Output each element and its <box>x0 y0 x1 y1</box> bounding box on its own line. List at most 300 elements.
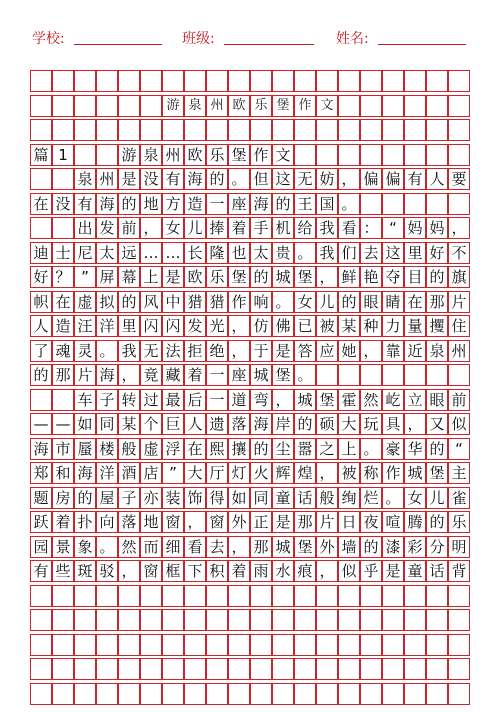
grid-cell <box>382 585 404 607</box>
grid-cell <box>228 634 250 656</box>
glyph: 太 <box>253 243 269 262</box>
glyph: ， <box>231 537 247 556</box>
grid-cell <box>272 70 294 92</box>
glyph: 辉 <box>275 464 291 482</box>
grid-cell <box>382 658 404 680</box>
grid-cell <box>52 70 74 92</box>
glyph: 但 <box>253 170 269 188</box>
grid-cell <box>140 683 162 705</box>
glyph: 弯 <box>253 390 269 409</box>
grid-cell <box>74 119 96 141</box>
glyph: 远 <box>121 243 137 262</box>
glyph: ， <box>121 562 137 580</box>
glyph: 积 <box>209 562 225 580</box>
glyph: 火 <box>253 464 269 482</box>
glyph: 。 <box>99 341 115 360</box>
grid-cell <box>360 658 382 680</box>
name-label: 姓名: <box>336 31 369 47</box>
grid-cell <box>294 683 316 705</box>
grid-cell <box>316 119 338 141</box>
glyph: 上 <box>143 268 159 286</box>
grid-paper <box>30 70 470 710</box>
grid-cell <box>250 585 272 607</box>
grid-cell <box>184 585 206 607</box>
grid-cell <box>404 683 426 705</box>
glyph: 竟 <box>143 366 159 384</box>
grid-cell <box>96 119 118 141</box>
grid-cell <box>448 658 470 680</box>
glyph: 然 <box>121 537 137 556</box>
glyph: 玩 <box>363 415 379 433</box>
glyph: 饰 <box>187 488 203 507</box>
grid-cell <box>228 119 250 141</box>
grid-cell <box>162 119 184 141</box>
grid-cell <box>30 658 52 680</box>
glyph: 我 <box>319 219 335 237</box>
grid-cell <box>118 634 140 656</box>
grid-cell <box>228 658 250 680</box>
glyph: 的 <box>33 366 49 384</box>
glyph: 堡 <box>275 366 291 384</box>
glyph: ， <box>187 513 203 531</box>
glyph: 幕 <box>121 268 137 286</box>
grid-cell <box>162 585 184 607</box>
glyph: 造 <box>187 194 203 213</box>
glyph: ” <box>169 464 177 482</box>
glyph: 偏 <box>363 170 379 188</box>
glyph: 好 <box>429 243 445 262</box>
glyph: 立 <box>407 390 423 409</box>
glyph: 子 <box>121 488 137 507</box>
glyph: 量 <box>407 317 423 335</box>
glyph: 。 <box>297 243 313 262</box>
grid-cell <box>272 609 294 631</box>
grid-cell <box>118 609 140 631</box>
glyph: 女 <box>407 488 423 507</box>
grid-cell <box>206 634 228 656</box>
grid-cell <box>426 683 448 705</box>
grid-cell <box>250 658 272 680</box>
grid-row <box>30 95 470 117</box>
glyph: 里 <box>121 317 137 335</box>
glyph: 不 <box>451 243 467 262</box>
grid-row <box>30 462 470 484</box>
glyph: 是 <box>275 341 291 360</box>
glyph: 泉 <box>77 170 93 188</box>
glyph: 楼 <box>99 439 115 458</box>
glyph: 无 <box>297 170 313 188</box>
grid-cell <box>404 585 426 607</box>
glyph: 屋 <box>99 488 115 507</box>
grid-row <box>30 340 470 362</box>
grid-cell <box>382 70 404 92</box>
grid-cell <box>184 634 206 656</box>
grid-cell <box>74 585 96 607</box>
glyph: 虚 <box>143 439 159 458</box>
glyph: 话 <box>297 488 313 507</box>
glyph: 女 <box>297 292 313 311</box>
glyph: 篇 <box>33 145 49 164</box>
grid-cell <box>294 70 316 92</box>
glyph: 堡 <box>297 537 313 556</box>
glyph: 童 <box>407 562 423 580</box>
glyph: 作 <box>385 464 401 482</box>
grid-cell <box>294 634 316 656</box>
glyph: 酒 <box>121 464 137 482</box>
glyph: 的 <box>253 268 269 286</box>
glyph: 象 <box>77 537 93 556</box>
grid-row <box>30 438 470 460</box>
glyph: 而 <box>143 537 159 556</box>
glyph: 子 <box>99 390 115 409</box>
grid-row <box>30 511 470 533</box>
glyph: 城 <box>275 268 291 286</box>
glyph: 眼 <box>429 390 445 409</box>
glyph: 堡 <box>297 268 313 286</box>
glyph: 着 <box>231 562 247 580</box>
glyph: ？ <box>55 268 71 286</box>
glyph: 太 <box>99 243 115 262</box>
glyph: 同 <box>253 488 269 507</box>
glyph: 外 <box>231 513 247 531</box>
glyph: 灵 <box>77 341 93 360</box>
glyph: 似 <box>341 562 357 580</box>
glyph: 蜃 <box>77 439 93 458</box>
grid-cell <box>250 119 272 141</box>
glyph: 称 <box>363 464 379 482</box>
grid-cell <box>272 634 294 656</box>
glyph: 泉 <box>429 341 445 360</box>
grid-cell <box>52 634 74 656</box>
glyph: 妈 <box>407 219 423 237</box>
glyph: 着 <box>187 366 203 384</box>
grid-cell <box>426 70 448 92</box>
glyph: 攘 <box>231 439 247 458</box>
glyph: 硕 <box>319 415 335 433</box>
grid-cell <box>338 119 360 141</box>
grid-cell <box>360 634 382 656</box>
glyph: 又 <box>429 415 445 433</box>
glyph: 个 <box>143 415 159 433</box>
glyph: 欧 <box>187 145 203 164</box>
glyph: 斑 <box>77 562 93 580</box>
grid-cell <box>184 683 206 705</box>
grid-cell <box>52 119 74 141</box>
glyph: 道 <box>231 390 247 409</box>
school-blank <box>74 44 162 45</box>
glyph: 腾 <box>407 513 423 531</box>
glyph: 闪 <box>165 317 181 335</box>
grid-cell <box>338 70 360 92</box>
glyph: 框 <box>165 562 181 580</box>
grid-cell <box>360 119 382 141</box>
grid-row <box>30 536 470 558</box>
glyph: ， <box>319 464 335 482</box>
grid-cell <box>162 609 184 631</box>
glyph: 题 <box>33 488 49 507</box>
grid-cell <box>206 658 228 680</box>
glyph: 于 <box>253 341 269 360</box>
glyph: 海 <box>33 439 49 458</box>
glyph: 虚 <box>77 292 93 311</box>
glyph: 种 <box>363 317 379 335</box>
glyph: 亦 <box>143 488 159 507</box>
glyph: “ <box>389 219 397 237</box>
glyph: 的 <box>297 415 313 433</box>
glyph: 艳 <box>363 268 379 286</box>
glyph: 乐 <box>209 268 225 286</box>
glyph: 答 <box>297 341 313 360</box>
glyph: 没 <box>143 170 159 188</box>
glyph: 乐 <box>209 145 225 164</box>
grid-cell <box>140 119 162 141</box>
grid-row <box>30 168 470 190</box>
glyph: 作 <box>298 97 312 113</box>
glyph: 某 <box>341 317 357 335</box>
grid-cell <box>206 70 228 92</box>
grid-row <box>30 119 470 141</box>
glyph: 闪 <box>143 317 159 335</box>
glyph: 海 <box>187 170 203 188</box>
glyph: 偏 <box>385 170 401 188</box>
glyph: 霍 <box>341 390 357 409</box>
glyph: 方 <box>165 194 181 213</box>
glyph: 1 <box>58 145 68 164</box>
glyph: 在 <box>187 439 203 458</box>
glyph: 也 <box>231 243 247 262</box>
glyph: 猎 <box>209 292 225 311</box>
glyph: 这 <box>275 170 291 188</box>
glyph: 绝 <box>209 341 225 360</box>
glyph: 店 <box>143 464 159 482</box>
glyph: 文 <box>275 145 291 164</box>
grid-cell <box>338 658 360 680</box>
grid-cell <box>118 585 140 607</box>
glyph: 是 <box>385 562 401 580</box>
grid-cell <box>338 634 360 656</box>
glyph: ， <box>319 268 335 286</box>
grid-cell <box>382 634 404 656</box>
glyph: 得 <box>209 488 225 507</box>
grid-row <box>30 560 470 582</box>
glyph: 岸 <box>275 415 291 433</box>
glyph: 然 <box>363 390 379 409</box>
glyph: 。 <box>275 292 291 311</box>
glyph: 隆 <box>209 243 225 262</box>
grid-cell <box>338 585 360 607</box>
grid-cell <box>426 609 448 631</box>
class-label: 班级: <box>182 31 215 47</box>
glyph: 旗 <box>451 268 467 286</box>
glyph: 妈 <box>429 219 445 237</box>
glyph: 魂 <box>55 341 71 360</box>
glyph: 景 <box>55 537 71 556</box>
grid-cell <box>426 634 448 656</box>
glyph: 们 <box>341 243 357 262</box>
glyph: 主 <box>451 464 467 482</box>
glyph: 尼 <box>77 243 93 262</box>
glyph: 大 <box>341 415 357 433</box>
glyph: 明 <box>451 537 467 556</box>
glyph: 厅 <box>209 464 225 482</box>
grid-row <box>30 634 470 656</box>
glyph: 去 <box>209 537 225 556</box>
grid-cell <box>30 70 52 92</box>
glyph: 巨 <box>165 415 181 433</box>
grid-row <box>30 70 470 92</box>
glyph: 郑 <box>33 464 49 482</box>
glyph: 法 <box>165 341 181 360</box>
glyph: 。 <box>231 170 247 188</box>
glyph: 向 <box>99 513 115 531</box>
grid-cell <box>52 609 74 631</box>
grid-cell <box>272 658 294 680</box>
grid-cell <box>118 119 140 141</box>
glyph: 出 <box>77 219 93 237</box>
glyph: 背 <box>451 562 467 580</box>
grid-cell <box>206 683 228 705</box>
glyph: 泉 <box>188 97 202 113</box>
grid-cell <box>228 585 250 607</box>
glyph: 。 <box>99 537 115 556</box>
glyph: ， <box>143 219 159 237</box>
grid-row <box>30 585 470 607</box>
glyph: 妨 <box>319 170 335 188</box>
glyph: 落 <box>231 415 247 433</box>
glyph: 。 <box>385 488 401 507</box>
glyph: ， <box>275 390 291 409</box>
glyph: 细 <box>165 537 181 556</box>
grid-cell <box>426 119 448 141</box>
glyph: 般 <box>319 488 335 507</box>
glyph: 座 <box>231 366 247 384</box>
glyph: 我 <box>319 243 335 262</box>
glyph: 后 <box>187 390 203 409</box>
glyph: 片 <box>319 513 335 531</box>
glyph: 风 <box>143 292 159 311</box>
glyph: 。 <box>341 194 357 213</box>
grid-cell <box>74 70 96 92</box>
glyph: 泉 <box>143 145 159 164</box>
glyph: 转 <box>121 390 137 409</box>
glyph: 的 <box>429 268 445 286</box>
glyph: 城 <box>253 366 269 384</box>
glyph: 海 <box>99 194 115 213</box>
glyph: 了 <box>33 341 49 360</box>
grid-cell <box>96 70 118 92</box>
grid-cell <box>30 119 52 141</box>
glyph: 被 <box>341 464 357 482</box>
glyph: 乐 <box>451 513 467 531</box>
glyph: 一 <box>209 390 225 409</box>
glyph: 州 <box>99 170 115 188</box>
grid-cell <box>360 683 382 705</box>
grid-row <box>30 364 470 386</box>
glyph: 的 <box>275 194 291 213</box>
grid-cell <box>404 70 426 92</box>
glyph: 堡 <box>231 268 247 286</box>
glyph: 捧 <box>209 219 225 237</box>
grid-cell <box>360 609 382 631</box>
grid-cell <box>30 634 52 656</box>
grid-cell <box>162 658 184 680</box>
grid-cell <box>140 609 162 631</box>
grid-cell <box>272 585 294 607</box>
glyph: 烂 <box>363 488 379 507</box>
glyph: 扑 <box>77 513 93 531</box>
glyph: 屹 <box>385 390 401 409</box>
glyph: 夜 <box>363 513 379 531</box>
grid-cell <box>272 683 294 705</box>
school-label: 学校: <box>32 31 65 47</box>
grid-cell <box>360 70 382 92</box>
glyph: 大 <box>187 464 203 482</box>
grid-cell <box>382 119 404 141</box>
grid-cell <box>360 585 382 607</box>
glyph: 那 <box>253 537 269 556</box>
glyph: 人 <box>33 317 49 335</box>
glyph: 外 <box>319 537 335 556</box>
grid-cell <box>294 585 316 607</box>
grid-cell <box>118 70 140 92</box>
grid-cell <box>250 70 272 92</box>
glyph: 近 <box>407 341 423 360</box>
glyph: 上 <box>341 439 357 458</box>
glyph: ， <box>451 219 467 237</box>
grid-cell <box>74 634 96 656</box>
glyph: 地 <box>143 194 159 213</box>
grid-cell <box>448 683 470 705</box>
glyph: 。 <box>363 439 379 458</box>
grid-cell <box>140 658 162 680</box>
glyph: 窗 <box>165 513 181 531</box>
glyph: 城 <box>407 464 423 482</box>
glyph: 欧 <box>232 97 246 113</box>
glyph: 前 <box>451 390 467 409</box>
glyph: 已 <box>297 317 313 335</box>
grid-cell <box>338 683 360 705</box>
glyph: 华 <box>407 439 423 458</box>
glyph: 灯 <box>231 464 247 482</box>
grid-cell <box>426 585 448 607</box>
glyph: 帜 <box>33 292 49 311</box>
glyph: 她 <box>341 341 357 360</box>
grid-cell <box>316 634 338 656</box>
grid-cell <box>228 683 250 705</box>
grid-row <box>30 242 470 264</box>
grid-cell <box>140 585 162 607</box>
glyph: 眼 <box>363 292 379 311</box>
glyph: 是 <box>121 170 137 188</box>
glyph: 绚 <box>341 488 357 507</box>
glyph: 驳 <box>99 562 115 580</box>
glyph: 市 <box>55 439 71 458</box>
glyph: 车 <box>77 390 93 409</box>
grid-row <box>30 389 470 411</box>
glyph: 窗 <box>143 562 159 580</box>
glyph: 没 <box>55 194 71 213</box>
glyph: 州 <box>210 97 224 113</box>
grid-cell <box>338 609 360 631</box>
glyph: 似 <box>451 415 467 433</box>
grid-cell <box>316 683 338 705</box>
grid-cell <box>404 658 426 680</box>
glyph: — <box>55 415 71 433</box>
grid-row <box>30 193 470 215</box>
grid-cell <box>52 683 74 705</box>
glyph: 游 <box>121 145 137 164</box>
glyph: 佛 <box>275 317 291 335</box>
